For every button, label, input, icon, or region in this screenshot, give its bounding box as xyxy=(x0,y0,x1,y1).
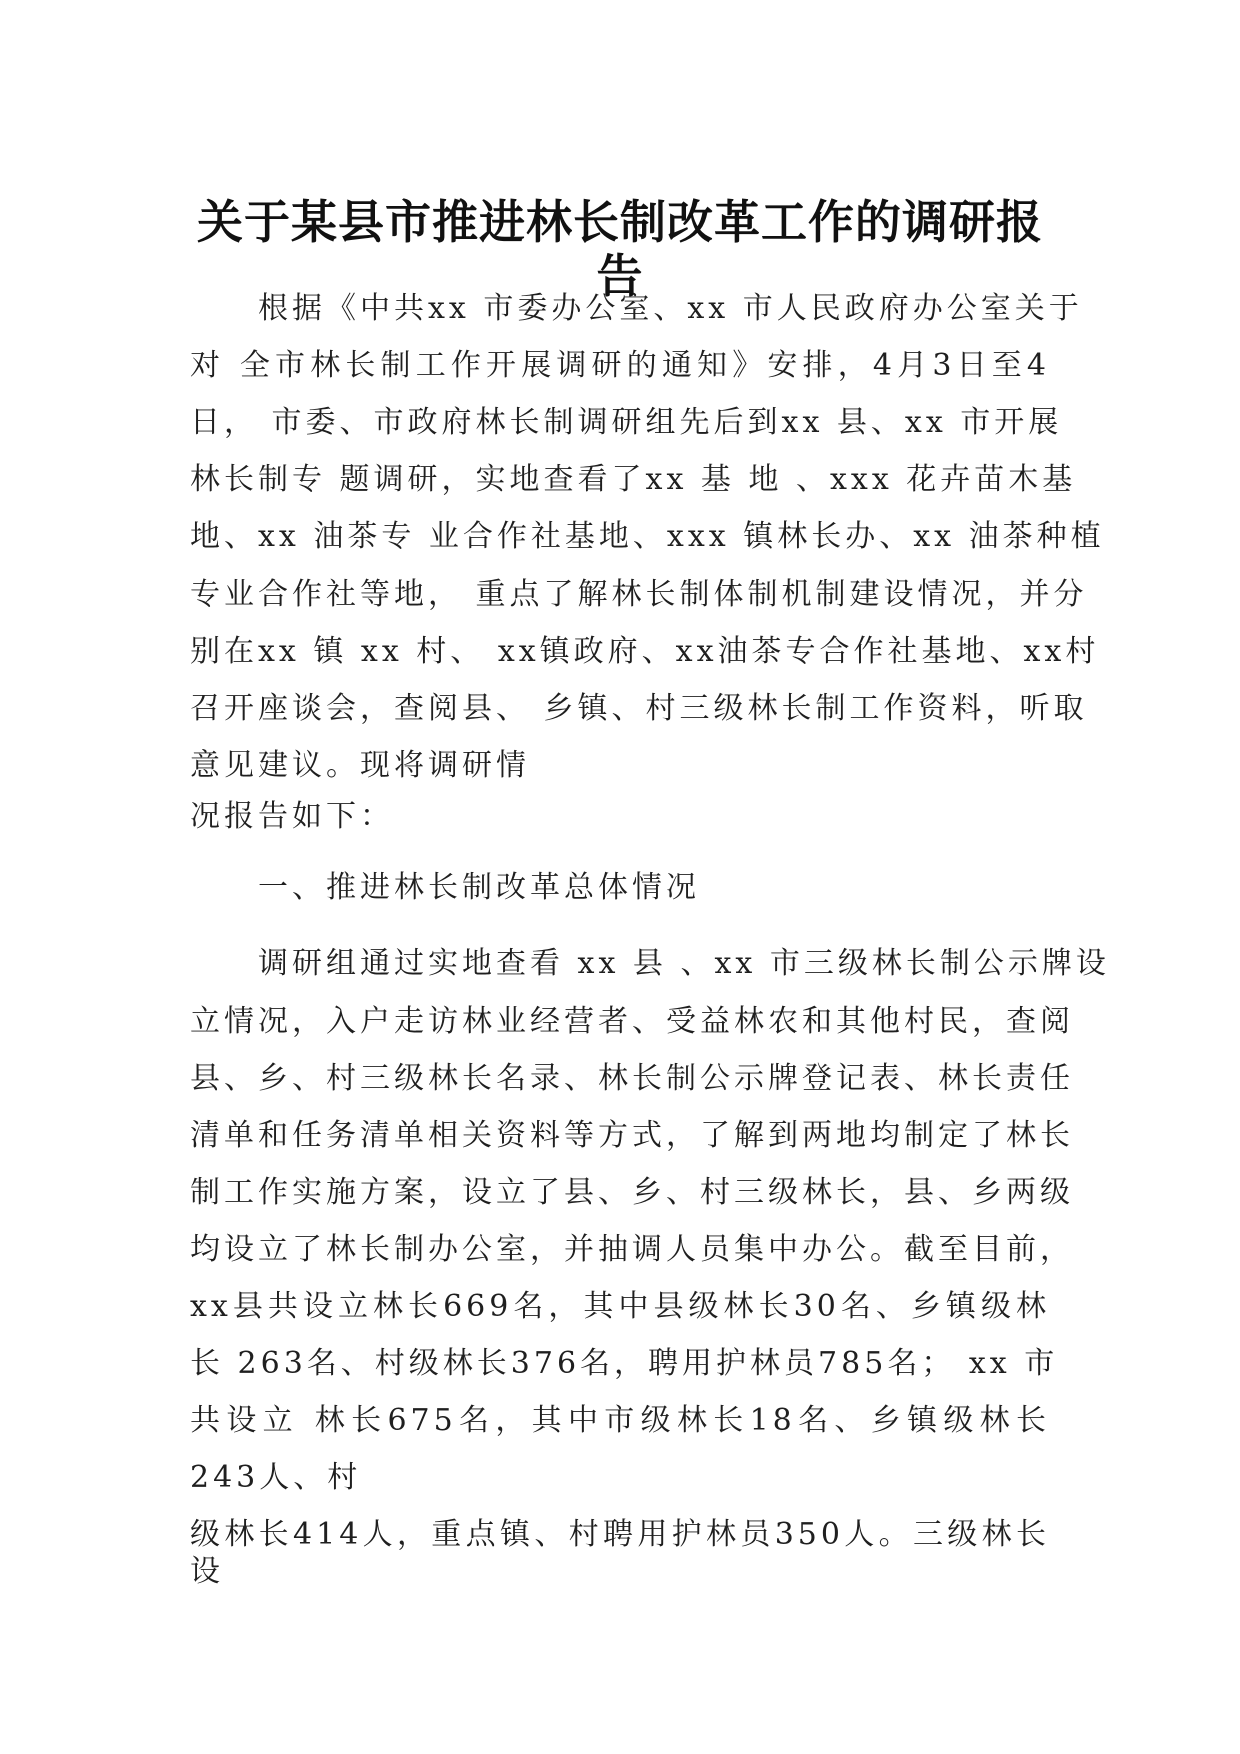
document-title-line-2: 告 xyxy=(596,249,644,303)
section1-line-4: 清单和任务清单相关资料等方式，了解到两地均制定了林长 xyxy=(190,1118,1074,1153)
document-title-line-1: 关于某县市推进林长制改革工作的调研报 xyxy=(197,195,1043,249)
intro-line-5: 地、xx 油茶专 业合作社基地、xxx 镇林长办、xx 油茶种植 xyxy=(190,519,1105,554)
intro-line-9: 意见建议。现将调研情 xyxy=(190,748,530,783)
intro-line-7: 别在xx 镇 xx 村、 xx镇政府、xx油茶专合作社基地、xx村 xyxy=(190,634,1100,669)
section1-line-7: xx县共设立林长669名，其中县级林长30名、乡镇级林 xyxy=(190,1289,1050,1324)
intro-line-3: 日， 市委、市政府林长制调研组先后到xx 县、xx 市开展 xyxy=(190,405,1063,440)
section1-line-1: 调研组通过实地查看 xx 县 、xx 市三级林长制公示牌设 xyxy=(258,946,1110,981)
section1-line-2: 立情况，入户走访林业经营者、受益林农和其他村民，查阅 xyxy=(190,1004,1074,1039)
section1-line-10: 243人、村 xyxy=(190,1460,362,1495)
section1-line-5: 制工作实施方案，设立了县、乡、村三级林长，县、乡两级 xyxy=(190,1175,1074,1210)
section1-line-11: 级林长414人，重点镇、村聘用护林员350人。三级林长 xyxy=(190,1517,1050,1552)
intro-line-10: 况报告如下： xyxy=(190,799,394,834)
section-heading-1: 一、推进林长制改革总体情况 xyxy=(258,870,700,905)
section1-line-8: 长 263名、村级林长376名，聘用护林员785名； xx 市 xyxy=(190,1346,1059,1381)
intro-line-8: 召开座谈会，查阅县、 乡镇、村三级林长制工作资料，听取 xyxy=(190,691,1088,726)
section1-line-6: 均设立了林长制办公室，并抽调人员集中办公。截至目前， xyxy=(190,1232,1074,1267)
section1-line-3: 县、乡、村三级林长名录、林长制公示牌登记表、林长责任 xyxy=(190,1061,1074,1096)
intro-line-6: 专业合作社等地， 重点了解林长制体制机制建设情况，并分 xyxy=(190,577,1088,612)
section1-line-9: 共设立 林长675名，其中市级林长18名、乡镇级林长 xyxy=(190,1403,1050,1438)
intro-line-4: 林长制专 题调研，实地查看了xx 基 地 、xxx 花卉苗木基 xyxy=(190,462,1077,497)
section1-line-12: 设 xyxy=(190,1554,224,1589)
intro-line-2: 对 全市林长制工作开展调研的通知》安排，4月3日至4 xyxy=(190,348,1050,383)
intro-line-1: 根据《中共xx 市委办公室、xx 市人民政府办公室关于 xyxy=(258,291,1083,326)
